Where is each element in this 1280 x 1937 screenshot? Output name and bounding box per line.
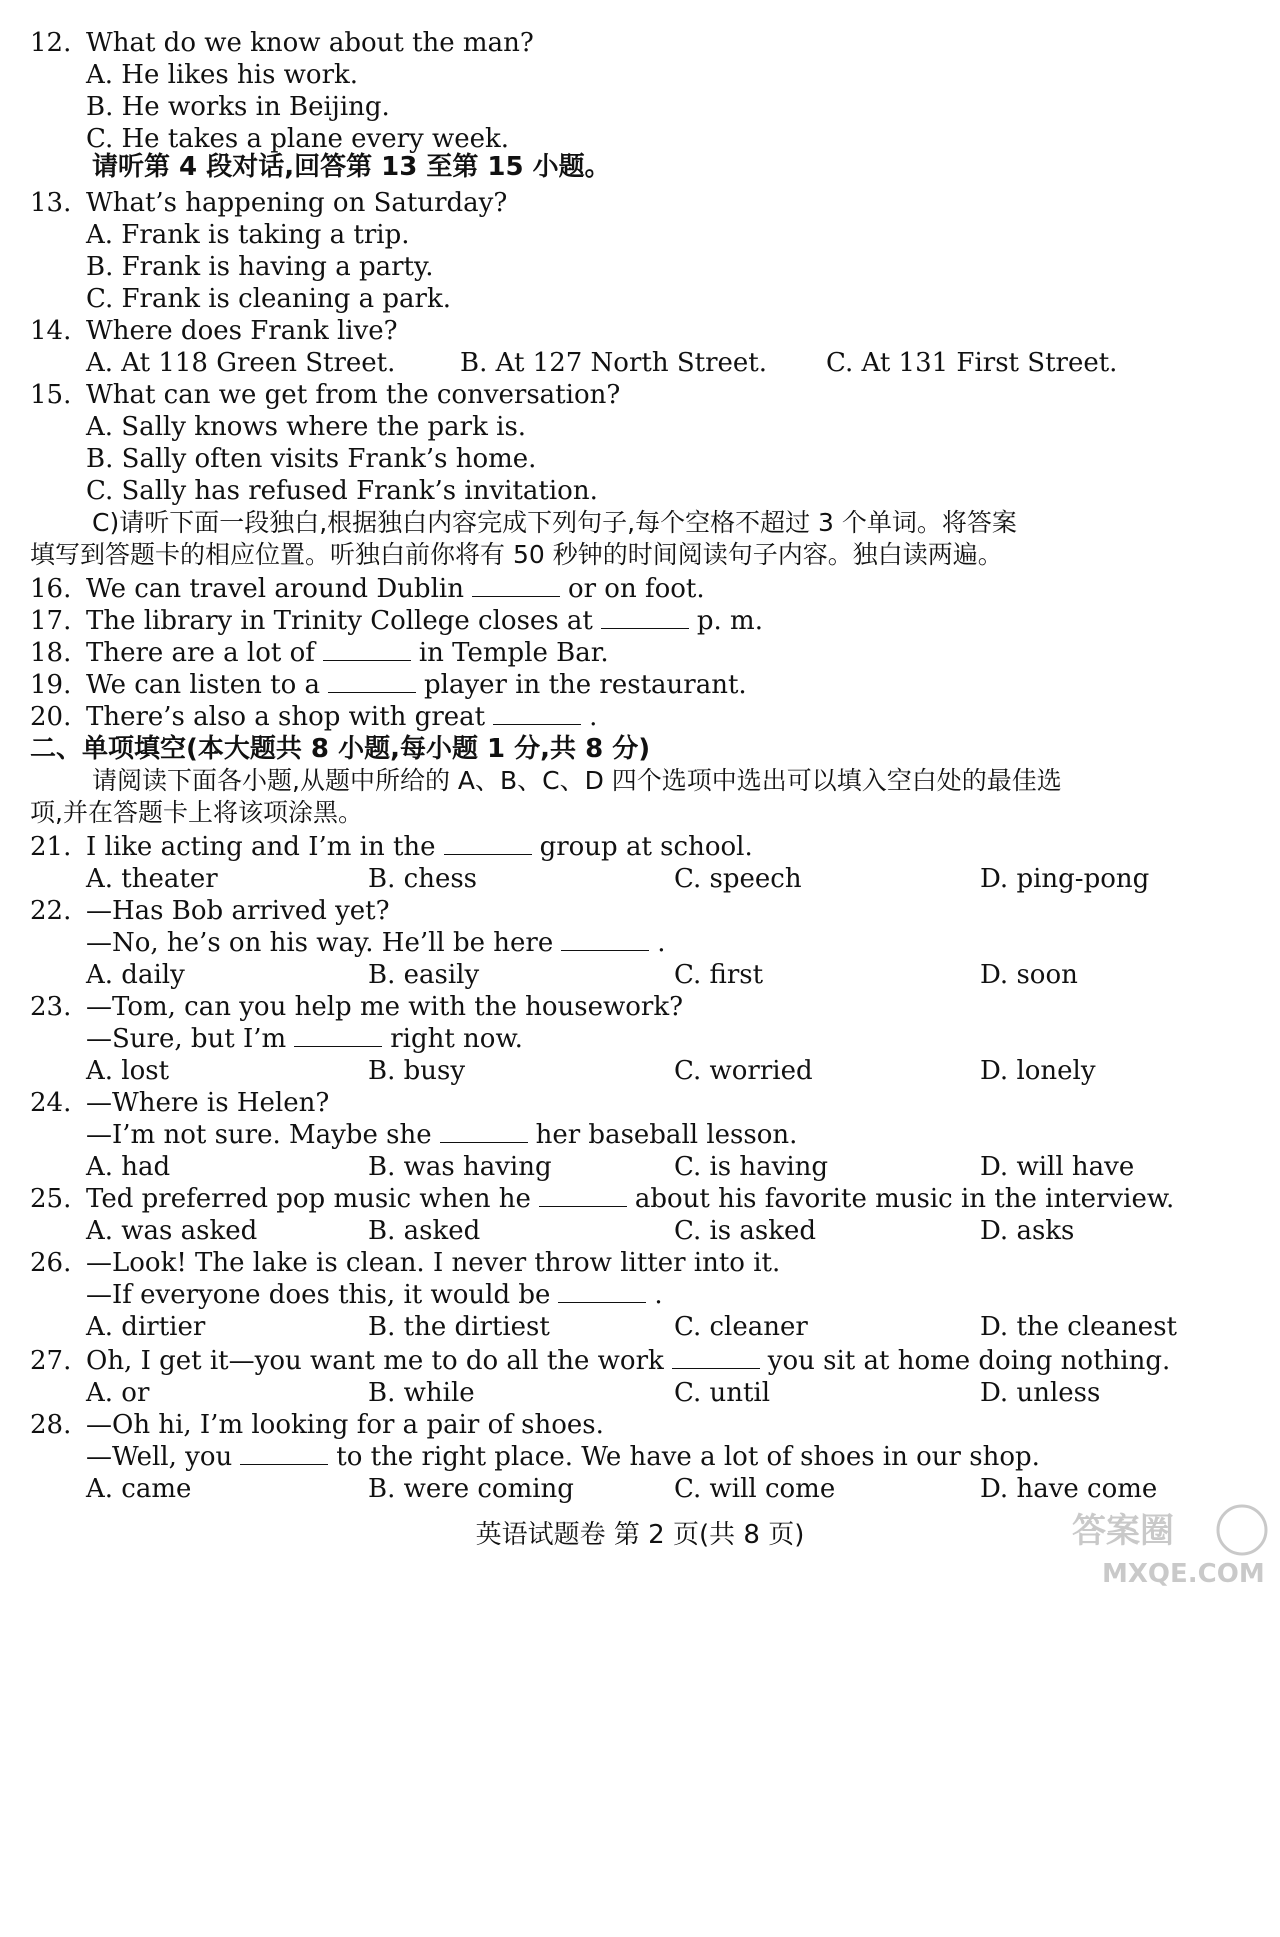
question-number: 13. <box>30 188 72 218</box>
question-text: Where does Frank live? <box>86 316 398 346</box>
answer-blank <box>561 928 649 951</box>
option-b: B. easily <box>368 960 480 990</box>
sentence-start: —Well, you <box>86 1442 233 1472</box>
question-18 <box>30 638 609 668</box>
option-d: D. ping-pong <box>980 864 1150 894</box>
question-text: What can we get from the conversation? <box>86 380 621 410</box>
option-c: C. will come <box>674 1474 836 1504</box>
answer-blank <box>472 574 560 597</box>
question-number: 19. <box>30 670 72 700</box>
dialogue-line-2 <box>86 1442 1040 1472</box>
sentence-end: . <box>589 702 598 732</box>
option-a: A. dirtier <box>86 1312 206 1342</box>
answer-blank <box>558 1280 646 1303</box>
question-22 <box>30 896 390 926</box>
question-20 <box>30 702 597 732</box>
question-number: 14. <box>30 316 72 346</box>
option-c: C. He takes a plane every week. <box>86 124 510 154</box>
question-number: 25. <box>30 1184 72 1214</box>
answer-blank <box>328 670 416 693</box>
sentence-start: —Sure, but I’m <box>86 1024 287 1054</box>
sentence-start: There’s also a shop with great <box>86 702 486 732</box>
watermark-text-2: MXQE.COM <box>1102 1559 1265 1589</box>
sentence-end: . <box>654 1280 663 1310</box>
page-footer: 英语试题卷 第 2 页(共 8 页) <box>475 1520 805 1550</box>
question-16 <box>30 574 705 604</box>
option-b: B. Frank is having a party. <box>86 252 434 282</box>
sentence-end: or on foot. <box>567 574 705 604</box>
question-number: 22. <box>30 896 72 926</box>
sentence-start: Oh, I get it—you want me to do all the work <box>86 1346 664 1376</box>
option-b: B. was having <box>368 1152 552 1182</box>
option-a: A. or <box>86 1378 150 1408</box>
question-number: 18. <box>30 638 72 668</box>
answer-blank <box>294 1024 382 1047</box>
option-c: C. is having <box>674 1152 829 1182</box>
option-b: B. the dirtiest <box>368 1312 550 1342</box>
question-13 <box>30 188 507 218</box>
question-17 <box>30 606 763 636</box>
option-a: A. lost <box>86 1056 170 1086</box>
sentence-end: you sit at home doing nothing. <box>767 1346 1171 1376</box>
option-d: D. have come <box>980 1474 1158 1504</box>
sentence-end: to the right place. We have a lot of shoes in our shop. <box>336 1442 1040 1472</box>
answer-blank <box>539 1184 627 1207</box>
option-a: A. came <box>86 1474 192 1504</box>
question-number: 21. <box>30 832 72 862</box>
option-b: B. chess <box>368 864 478 894</box>
option-b: B. were coming <box>368 1474 574 1504</box>
sentence-start: I like acting and I’m in the <box>86 832 436 862</box>
option-a: A. He likes his work. <box>86 60 359 90</box>
option-d: D. lonely <box>980 1056 1096 1086</box>
sentence-end: p. m. <box>696 606 763 636</box>
option-a: A. At 118 Green Street. <box>86 348 396 378</box>
sentence-start: The library in Trinity College closes at <box>86 606 593 636</box>
question-28 <box>30 1410 604 1440</box>
option-c: C. is asked <box>674 1216 817 1246</box>
section-c-instruction-line1: C)请听下面一段独白,根据独白内容完成下列句子,每个空格不超过 3 个单词。将答案 <box>92 508 1017 537</box>
part-2-instruction-line1: 请阅读下面各小题,从题中所给的 A、B、C、D 四个选项中选出可以填入空白处的最佳选 <box>92 766 1062 795</box>
option-d: D. unless <box>980 1378 1101 1408</box>
option-d: D. soon <box>980 960 1078 990</box>
question-15 <box>30 380 620 410</box>
sentence-end: . <box>657 928 666 958</box>
dialogue-line-1: —Look! The lake is clean. I never throw litter into it. <box>86 1248 781 1278</box>
question-21 <box>30 832 753 862</box>
sentence-start: There are a lot of <box>86 638 315 668</box>
answer-blank <box>323 638 411 661</box>
option-c: C. Frank is cleaning a park. <box>86 284 451 314</box>
question-number: 16. <box>30 574 72 604</box>
option-c: C. first <box>674 960 764 990</box>
option-b: B. busy <box>368 1056 466 1086</box>
part-2-heading: 二、单项填空(本大题共 8 小题,每小题 1 分,共 8 分) <box>30 734 651 764</box>
answer-blank <box>601 606 689 629</box>
answer-blank <box>672 1346 760 1369</box>
option-b: B. while <box>368 1378 475 1408</box>
part-2-instruction-line2: 项,并在答题卡上将该项涂黑。 <box>30 798 363 827</box>
option-a: A. was asked <box>86 1216 258 1246</box>
dialogue-line-1: —Tom, can you help me with the housework? <box>86 992 684 1022</box>
dialogue-line-1: —Has Bob arrived yet? <box>86 896 390 926</box>
section-instruction: 请听第 4 段对话,回答第 13 至第 15 小题。 <box>92 152 611 182</box>
question-number: 20. <box>30 702 72 732</box>
question-23 <box>30 992 683 1022</box>
sentence-start: We can travel around Dublin <box>86 574 464 604</box>
sentence-start: —I’m not sure. Maybe she <box>86 1120 432 1150</box>
option-a: A. theater <box>86 864 218 894</box>
question-number: 27. <box>30 1346 72 1376</box>
option-b: B. Sally often visits Frank’s home. <box>86 444 537 474</box>
sentence-start: Ted preferred pop music when he <box>86 1184 531 1214</box>
option-a: A. had <box>86 1152 171 1182</box>
dialogue-line-1: —Oh hi, I’m looking for a pair of shoes. <box>86 1410 604 1440</box>
sentence-start: We can listen to a <box>86 670 321 700</box>
sentence-end: right now. <box>390 1024 523 1054</box>
sentence-end: player in the restaurant. <box>424 670 747 700</box>
question-number: 28. <box>30 1410 72 1440</box>
question-14 <box>30 316 398 346</box>
option-a: A. Sally knows where the park is. <box>86 412 527 442</box>
question-text: What’s happening on Saturday? <box>86 188 508 218</box>
question-27 <box>30 1346 1170 1376</box>
sentence-end: in Temple Bar. <box>418 638 609 668</box>
question-12 <box>30 28 534 58</box>
dialogue-line-2 <box>86 1280 663 1310</box>
section-c-instruction-line2: 填写到答题卡的相应位置。听独白前你将有 50 秒钟的时间阅读句子内容。独白读两遍。 <box>30 540 1003 569</box>
option-b: B. At 127 North Street. <box>460 348 768 378</box>
sentence-start: —No, he’s on his way. He’ll be here <box>86 928 554 958</box>
question-number: 15. <box>30 380 72 410</box>
option-b: B. He works in Beijing. <box>86 92 390 122</box>
question-24 <box>30 1088 329 1118</box>
question-number: 26. <box>30 1248 72 1278</box>
question-number: 23. <box>30 992 72 1022</box>
question-25 <box>30 1184 1174 1214</box>
option-d: D. asks <box>980 1216 1075 1246</box>
question-number: 17. <box>30 606 72 636</box>
question-text: What do we know about the man? <box>86 28 534 58</box>
option-a: A. Frank is taking a trip. <box>86 220 410 250</box>
option-c: C. worried <box>674 1056 813 1086</box>
option-c: C. until <box>674 1378 771 1408</box>
sentence-start: —If everyone does this, it would be <box>86 1280 551 1310</box>
option-c: C. At 131 First Street. <box>826 348 1118 378</box>
question-26 <box>30 1248 780 1278</box>
sentence-end: group at school. <box>539 832 753 862</box>
answer-blank <box>440 1120 528 1143</box>
option-c: C. cleaner <box>674 1312 808 1342</box>
dialogue-line-2 <box>86 928 666 958</box>
option-d: D. will have <box>980 1152 1135 1182</box>
watermark-text-1: 答案圈 <box>1072 1511 1174 1551</box>
sentence-end: her baseball lesson. <box>535 1120 798 1150</box>
question-number: 24. <box>30 1088 72 1118</box>
watermark-logo-icon <box>1062 1500 1272 1590</box>
option-a: A. daily <box>86 960 185 990</box>
option-c: C. Sally has refused Frank’s invitation. <box>86 476 598 506</box>
question-number: 12. <box>30 28 72 58</box>
dialogue-line-2 <box>86 1024 523 1054</box>
dialogue-line-2 <box>86 1120 797 1150</box>
question-19 <box>30 670 747 700</box>
dialogue-line-1: —Where is Helen? <box>86 1088 330 1118</box>
answer-blank <box>240 1442 328 1465</box>
option-c: C. speech <box>674 864 802 894</box>
option-b: B. asked <box>368 1216 481 1246</box>
sentence-end: about his favorite music in the interview. <box>634 1184 1175 1214</box>
answer-blank <box>444 832 532 855</box>
answer-blank <box>493 702 581 725</box>
watermark-logo <box>1062 1500 1272 1590</box>
option-d: D. the cleanest <box>980 1312 1177 1342</box>
